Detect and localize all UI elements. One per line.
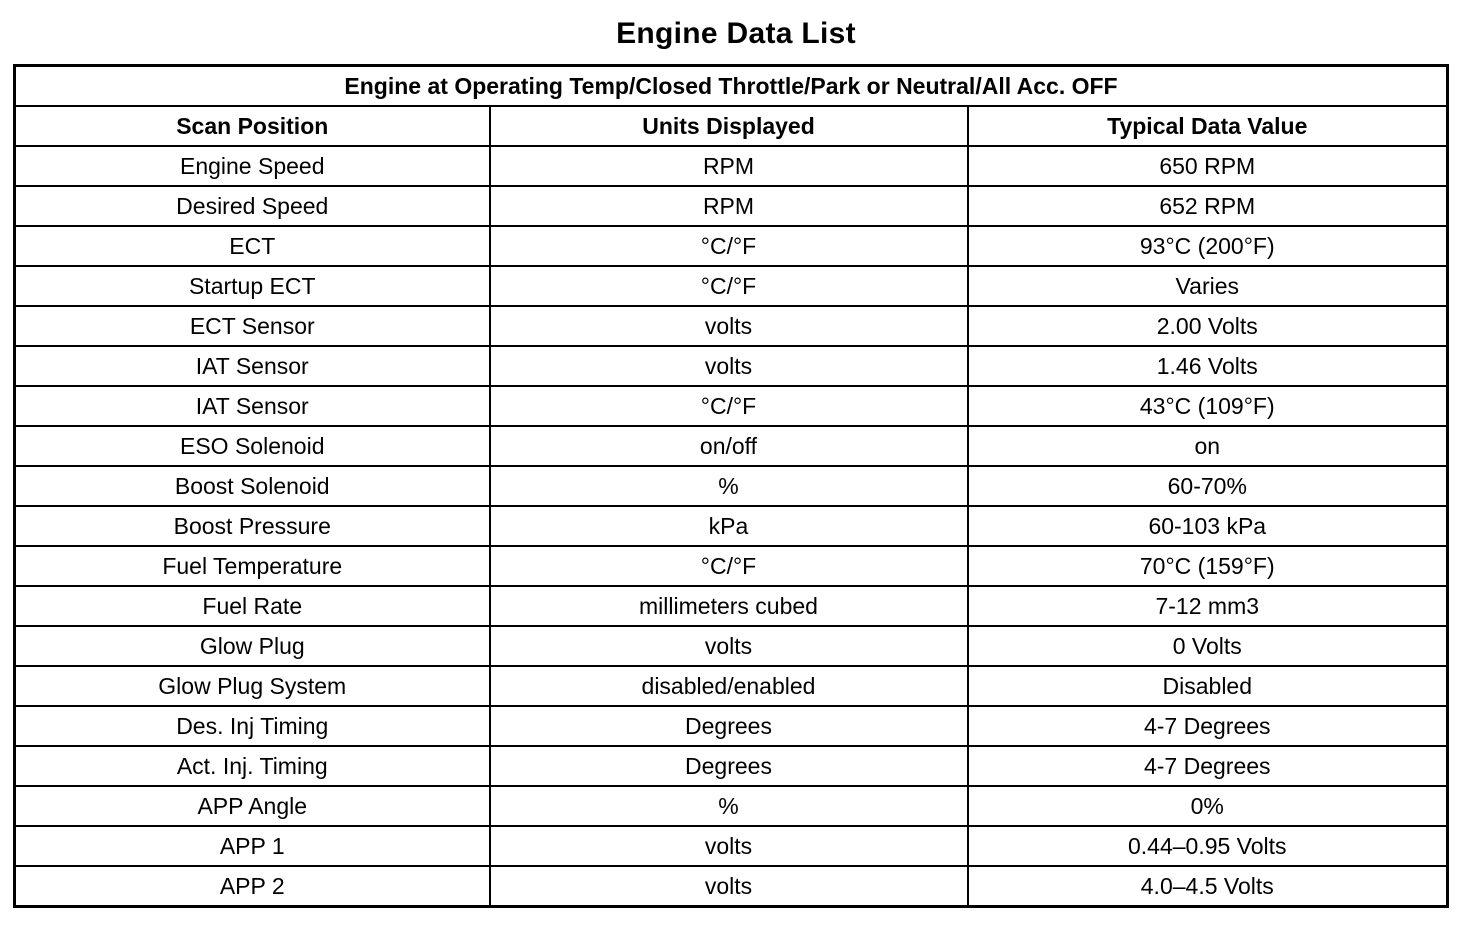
units-displayed-cell: volts <box>490 866 968 907</box>
scan-position-cell: Glow Plug <box>15 626 490 666</box>
units-displayed-cell: % <box>490 786 968 826</box>
table-row <box>15 306 1448 346</box>
column-header-row <box>15 106 1448 146</box>
table-row <box>15 386 1448 426</box>
typical-data-value-cell: 1.46 Volts <box>968 346 1448 386</box>
table-row <box>15 466 1448 506</box>
column-header-units-displayed: Units Displayed <box>490 106 968 146</box>
typical-data-value-cell: 4.0–4.5 Volts <box>968 866 1448 907</box>
typical-data-value-cell: 60-103 kPa <box>968 506 1448 546</box>
units-displayed-cell: on/off <box>490 426 968 466</box>
table-row <box>15 586 1448 626</box>
units-displayed-cell: volts <box>490 626 968 666</box>
scan-position-cell: ECT Sensor <box>15 306 490 346</box>
units-displayed-cell: volts <box>490 306 968 346</box>
scan-position-cell: ESO Solenoid <box>15 426 490 466</box>
units-displayed-cell: kPa <box>490 506 968 546</box>
condition-header: Engine at Operating Temp/Closed Throttle/Park or Neutral/All Acc. OFF <box>15 66 1448 107</box>
scan-position-cell: Fuel Temperature <box>15 546 490 586</box>
units-displayed-cell: RPM <box>490 186 968 226</box>
units-displayed-cell: °C/°F <box>490 266 968 306</box>
typical-data-value-cell: Disabled <box>968 666 1448 706</box>
table-row <box>15 786 1448 826</box>
typical-data-value-cell: 7-12 mm3 <box>968 586 1448 626</box>
table-row <box>15 346 1448 386</box>
typical-data-value-cell: 70°C (159°F) <box>968 546 1448 586</box>
table-row <box>15 666 1448 706</box>
table-row <box>15 266 1448 306</box>
table-row <box>15 186 1448 226</box>
table-row <box>15 866 1448 907</box>
scan-position-cell: APP 1 <box>15 826 490 866</box>
typical-data-value-cell: 0.44–0.95 Volts <box>968 826 1448 866</box>
units-displayed-cell: °C/°F <box>490 546 968 586</box>
typical-data-value-cell: 0% <box>968 786 1448 826</box>
typical-data-value-cell: 2.00 Volts <box>968 306 1448 346</box>
units-displayed-cell: millimeters cubed <box>490 586 968 626</box>
table-row <box>15 626 1448 666</box>
scan-position-cell: Startup ECT <box>15 266 490 306</box>
units-displayed-cell: Degrees <box>490 706 968 746</box>
typical-data-value-cell: 60-70% <box>968 466 1448 506</box>
table-row <box>15 706 1448 746</box>
table-body <box>15 146 1448 907</box>
scan-position-cell: ECT <box>15 226 490 266</box>
table-row <box>15 146 1448 186</box>
units-displayed-cell: % <box>490 466 968 506</box>
scan-position-cell: Engine Speed <box>15 146 490 186</box>
table-row <box>15 826 1448 866</box>
scan-position-cell: APP 2 <box>15 866 490 907</box>
table-row <box>15 506 1448 546</box>
units-displayed-cell: Degrees <box>490 746 968 786</box>
scan-position-cell: Glow Plug System <box>15 666 490 706</box>
scan-position-cell: Desired Speed <box>15 186 490 226</box>
scan-position-cell: Fuel Rate <box>15 586 490 626</box>
table-row <box>15 546 1448 586</box>
typical-data-value-cell: 652 RPM <box>968 186 1448 226</box>
table-row <box>15 426 1448 466</box>
typical-data-value-cell: 4-7 Degrees <box>968 706 1448 746</box>
typical-data-value-cell: Varies <box>968 266 1448 306</box>
units-displayed-cell: °C/°F <box>490 226 968 266</box>
table-row <box>15 226 1448 266</box>
scan-position-cell: Boost Solenoid <box>15 466 490 506</box>
scan-position-cell: Des. Inj Timing <box>15 706 490 746</box>
typical-data-value-cell: 4-7 Degrees <box>968 746 1448 786</box>
scan-position-cell: Boost Pressure <box>15 506 490 546</box>
condition-row <box>15 66 1448 107</box>
units-displayed-cell: volts <box>490 346 968 386</box>
scan-position-cell: IAT Sensor <box>15 346 490 386</box>
units-displayed-cell: RPM <box>490 146 968 186</box>
scan-position-cell: IAT Sensor <box>15 386 490 426</box>
column-header-typical-data-value: Typical Data Value <box>968 106 1448 146</box>
units-displayed-cell: °C/°F <box>490 386 968 426</box>
typical-data-value-cell: 93°C (200°F) <box>968 226 1448 266</box>
units-displayed-cell: volts <box>490 826 968 866</box>
typical-data-value-cell: 0 Volts <box>968 626 1448 666</box>
scan-position-cell: Act. Inj. Timing <box>15 746 490 786</box>
typical-data-value-cell: 650 RPM <box>968 146 1448 186</box>
page-title: Engine Data List <box>616 17 856 50</box>
column-header-scan-position: Scan Position <box>15 106 490 146</box>
engine-data-table <box>13 64 1449 908</box>
table-row <box>15 746 1448 786</box>
scan-position-cell: APP Angle <box>15 786 490 826</box>
units-displayed-cell: disabled/enabled <box>490 666 968 706</box>
typical-data-value-cell: 43°C (109°F) <box>968 386 1448 426</box>
typical-data-value-cell: on <box>968 426 1448 466</box>
